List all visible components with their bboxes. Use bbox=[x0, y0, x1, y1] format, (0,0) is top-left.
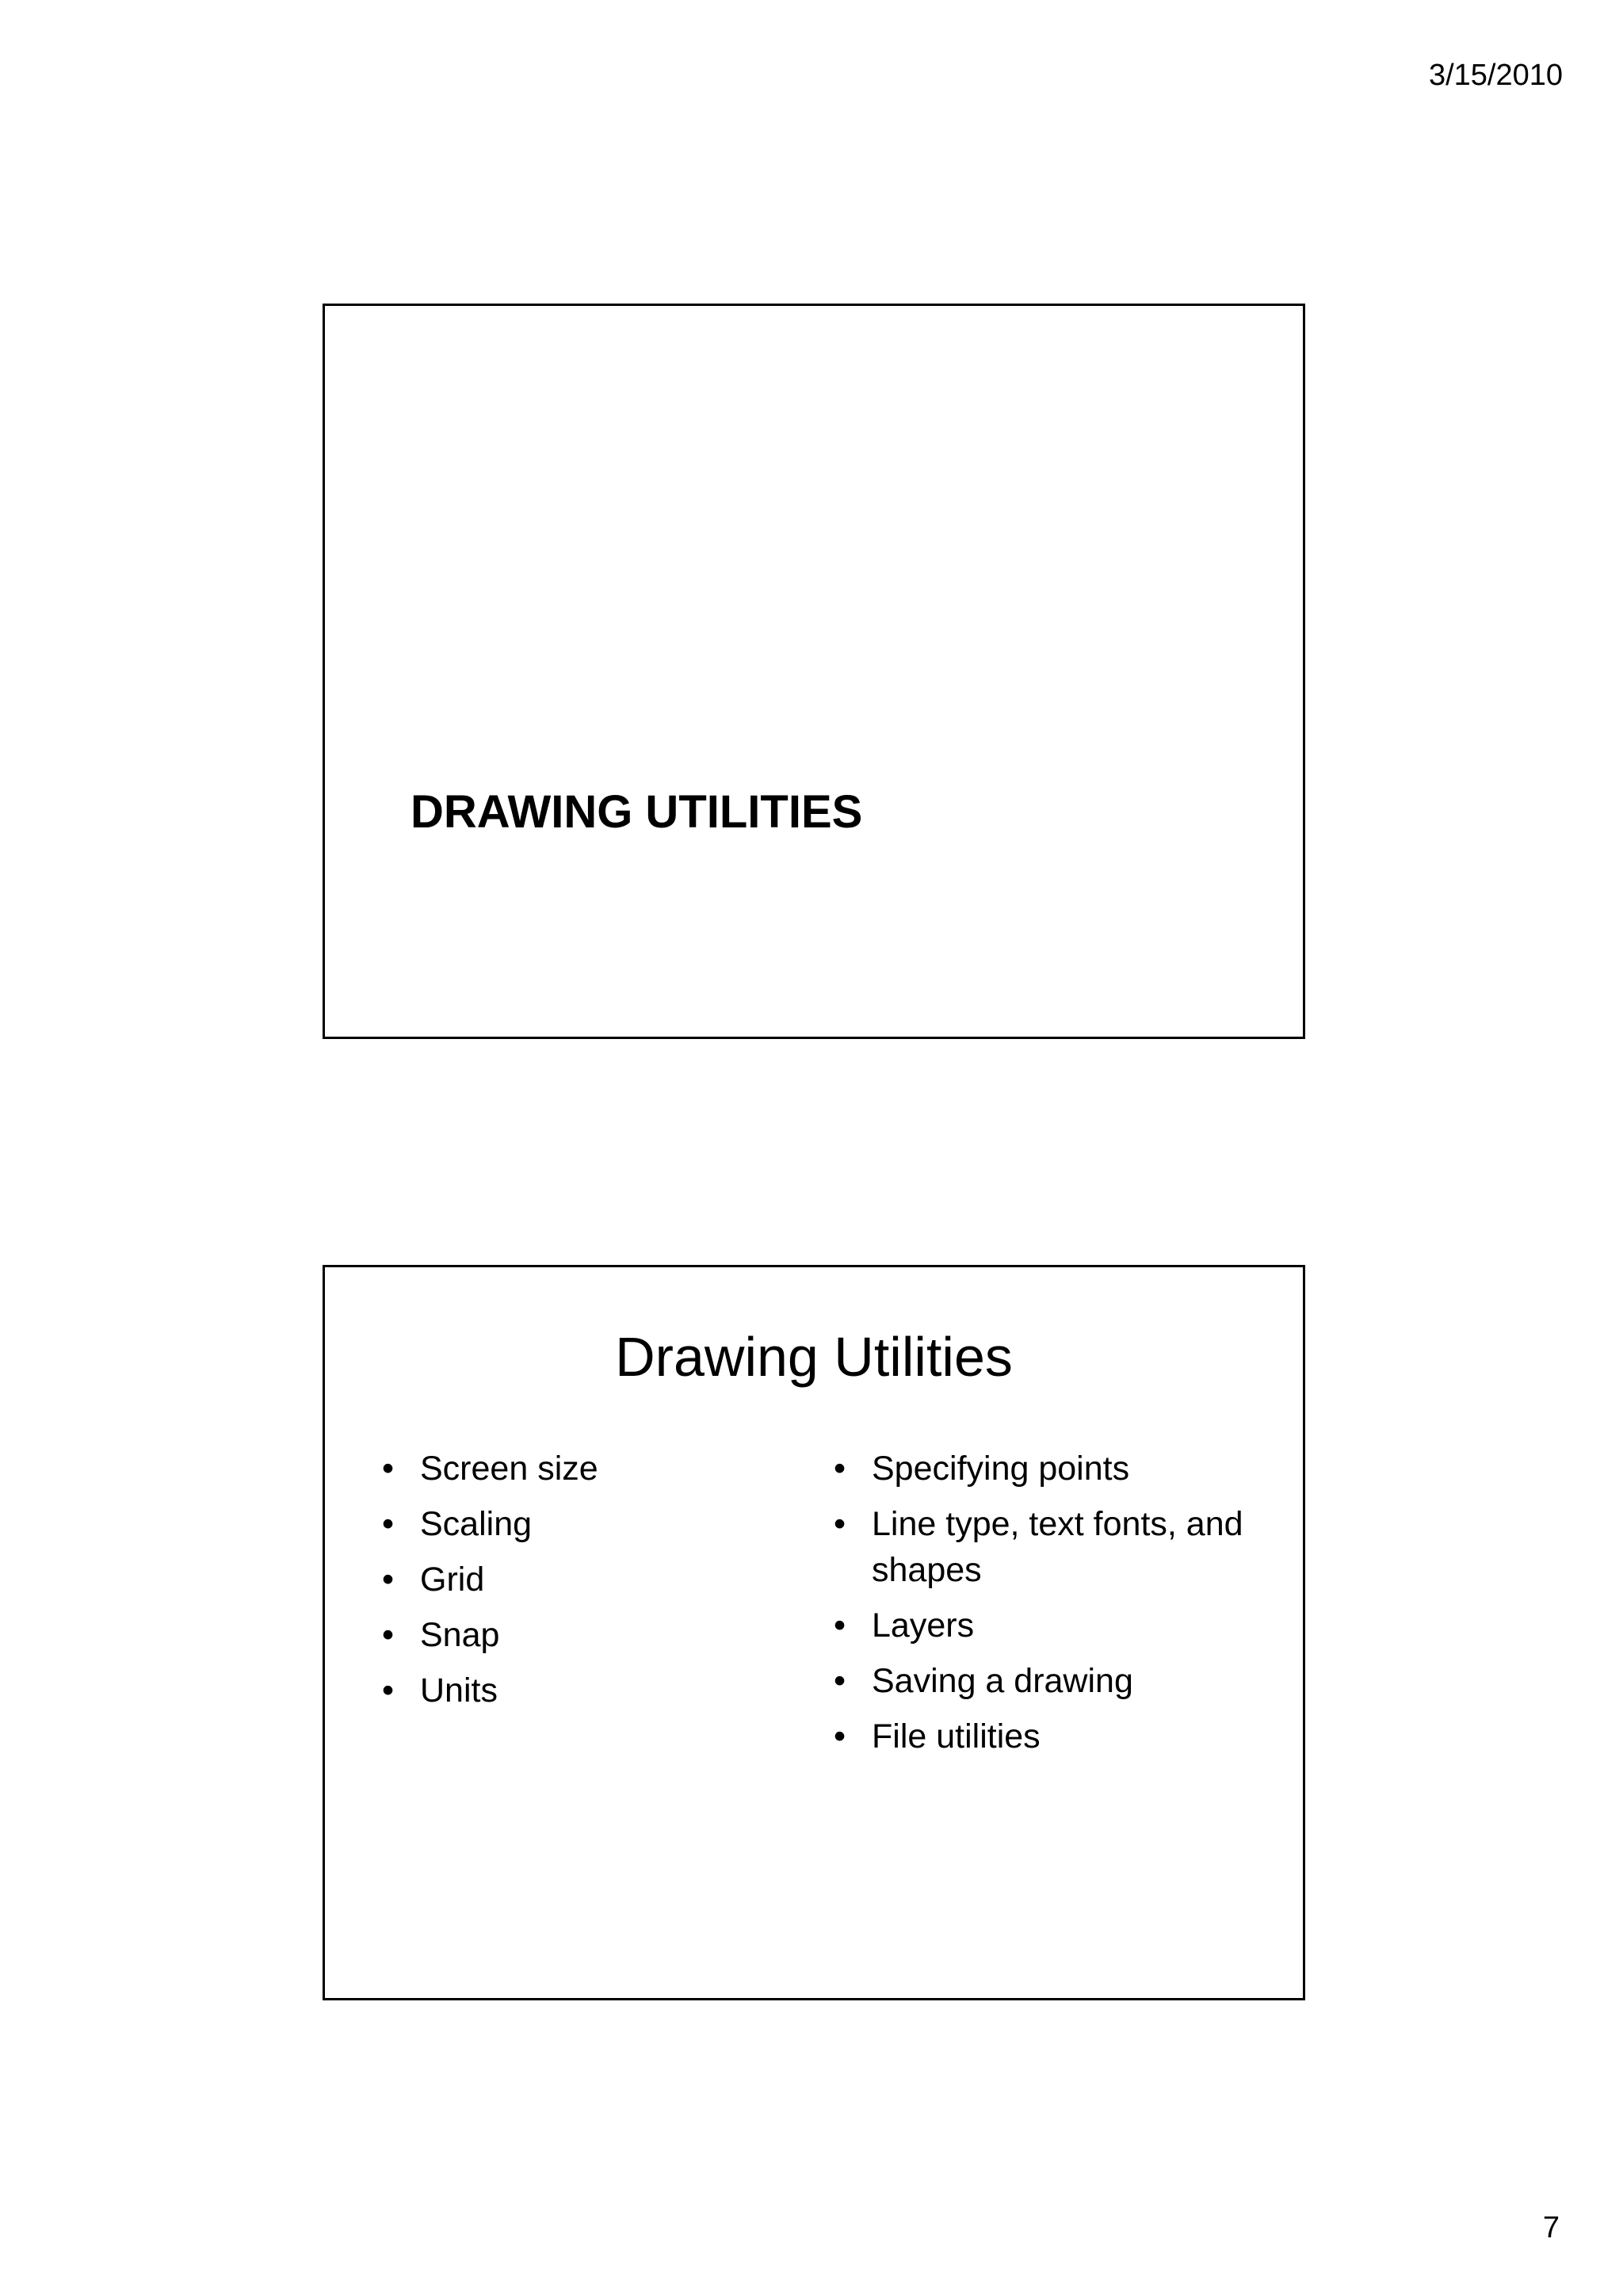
list-item-text: Screen size bbox=[420, 1450, 598, 1488]
list-item bbox=[380, 1557, 808, 1603]
section-title: DRAWING UTILITIES bbox=[411, 786, 863, 838]
list-item-text: File utilities bbox=[872, 1717, 1041, 1755]
bullet-list-right bbox=[832, 1446, 1260, 1769]
list-item-text: Layers bbox=[872, 1606, 975, 1645]
list-item bbox=[832, 1713, 1260, 1759]
bullet-list-left bbox=[380, 1446, 808, 1723]
list-item-text: Line type, text fonts, and shapes bbox=[872, 1505, 1243, 1589]
bullet-icon: • bbox=[382, 1671, 395, 1710]
list-item bbox=[832, 1446, 1260, 1492]
bullet-icon: • bbox=[382, 1450, 395, 1488]
slide-title: Drawing Utilities bbox=[615, 1326, 1013, 1388]
slide-drawing-utilities bbox=[323, 1265, 1305, 2000]
list-item bbox=[380, 1612, 808, 1658]
bullet-icon: • bbox=[834, 1505, 846, 1543]
list-item bbox=[832, 1501, 1260, 1593]
list-item bbox=[380, 1446, 808, 1492]
bullet-icon: • bbox=[834, 1717, 846, 1755]
list-item-text: Specifying points bbox=[872, 1450, 1130, 1488]
bullet-icon: • bbox=[382, 1616, 395, 1654]
list-item-text: Units bbox=[420, 1671, 498, 1710]
bullet-icon: • bbox=[834, 1662, 846, 1700]
header-date: 3/15/2010 bbox=[1428, 59, 1563, 92]
bullet-icon: • bbox=[382, 1505, 395, 1543]
list-item bbox=[832, 1658, 1260, 1704]
list-item-text: Snap bbox=[420, 1616, 500, 1654]
list-item-text: Grid bbox=[420, 1561, 485, 1599]
list-item-text: Scaling bbox=[420, 1505, 533, 1543]
bullet-icon: • bbox=[834, 1606, 846, 1645]
list-item-text: Saving a drawing bbox=[872, 1662, 1133, 1700]
bullet-icon: • bbox=[834, 1450, 846, 1488]
bullet-icon: • bbox=[382, 1561, 395, 1599]
page-number: 7 bbox=[1542, 2211, 1560, 2244]
list-item bbox=[380, 1501, 808, 1547]
list-item bbox=[380, 1668, 808, 1713]
list-item bbox=[832, 1603, 1260, 1648]
slide-section-title bbox=[323, 304, 1305, 1039]
